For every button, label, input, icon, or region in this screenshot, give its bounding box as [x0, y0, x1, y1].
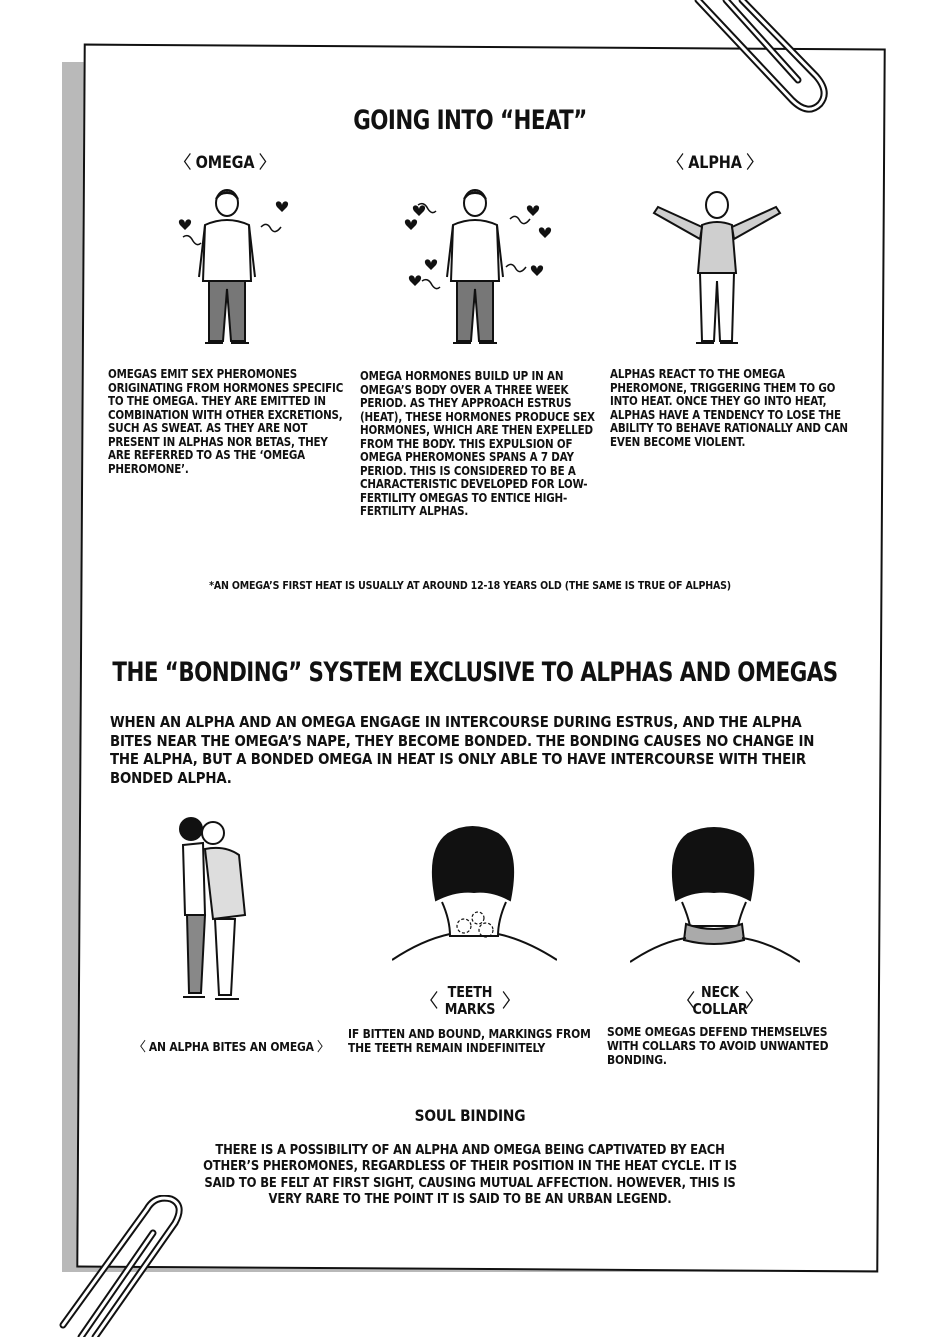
- omega-label: 〈 OMEGA 〉: [176, 153, 274, 173]
- paperclip-bottom-left-icon: [55, 1195, 205, 1337]
- alpha-label: 〈 ALPHA 〉: [669, 153, 761, 173]
- neck-collar-illustration: [630, 822, 800, 964]
- teeth-label-line-1: TEETH: [447, 983, 493, 1001]
- neck-collar-label: [678, 984, 763, 1018]
- bracket-right: 〉: [745, 991, 761, 1012]
- alpha-bites-caption: 〈 AN ALPHA BITES AN OMEGA 〉: [134, 1039, 328, 1054]
- bracket-right: 〉: [502, 991, 518, 1012]
- teeth-marks-description: IF BITTEN AND BOUND, MARKINGS FROM THE TEETH REMAIN INDEFINITELY: [348, 1026, 591, 1056]
- alpha-bites-omega-illustration: [175, 815, 265, 1010]
- alpha-description: ALPHAS REACT TO THE OMEGA PHEROMONE, TRIGGERING THEM TO GO INTO HEAT. ONCE THEY GO INTO HEAT, ALPHAS HAVE A TENDENCY TO LOSE THE ABILITY TO BEHAVE RATIONALLY AND CAN EVEN BECOME VIOLENT.: [610, 367, 848, 449]
- hormone-description: OMEGA HORMONES BUILD UP IN AN OMEGA’S BODY OVER A THREE WEEK PERIOD. AS THEY APPROACH ESTRUS (HEAT), THESE HORMONES PRODUCE SEX HORMONES, WHICH ARE THEN EXPELLED FROM THE BODY. THIS EXPULSION OF OMEGA PHEROMONES SPANS A 7 DAY PERIOD. THIS IS CONSIDERED TO BE A CHARACTERISTIC DEVELOPED FOR LOW-FERTILITY OMEGAS TO ENTICE HIGH-FERTILITY ALPHAS.: [360, 369, 595, 519]
- omega-figure-illustration: [165, 185, 295, 355]
- collar-label-line-2: COLLAR: [692, 999, 748, 1018]
- first-heat-note: *AN OMEGA’S FIRST HEAT IS USUALLY AT AROUND 12-18 YEARS OLD (THE SAME IS TRUE OF ALPHAS): [209, 579, 731, 592]
- omega-description: OMEGAS EMIT SEX PHEROMONES ORIGINATING FROM HORMONES SPECIFIC TO THE OMEGA. THEY ARE EMITTED IN COMBINATION WITH OTHER EXCRETIONS, SUCH AS SWEAT. AS THEY ARE NOT PRESENT IN ALPHAS NOR BETAS, THEY ARE REFERRED TO AS THE ‘OMEGA PHEROMONE’.: [108, 367, 344, 476]
- bracket-left: 〈: [422, 991, 438, 1012]
- bonding-lead-text: WHEN AN ALPHA AND AN OMEGA ENGAGE IN INTERCOURSE DURING ESTRUS, AND THE ALPHA BITES NEAR THE OMEGA’S NAPE, THEY BECOME BONDED. THE BONDING CAUSES NO CHANGE IN THE ALPHA, BUT A BONDED OMEGA IN HEAT IS ONLY ABLE TO HAVE INTERCOURSE WITH THEIR BONDED ALPHA.: [110, 713, 815, 787]
- paperclip-top-right-icon: [680, 0, 830, 130]
- neck-collar-description: SOME OMEGAS DEFEND THEMSELVES WITH COLLARS TO AVOID UNWANTED BONDING.: [607, 1024, 829, 1068]
- teeth-label-line-2: MARKS: [444, 999, 496, 1018]
- alpha-figure-illustration: [650, 185, 785, 355]
- bracket-left: 〈: [679, 991, 695, 1012]
- soul-binding-title: SOUL BINDING: [414, 1106, 526, 1125]
- omega-pheromone-illustration: [400, 185, 560, 355]
- collar-label-line-1: NECK: [701, 983, 739, 1001]
- teeth-marks-label: [422, 983, 518, 1018]
- soul-binding-text: THERE IS A POSSIBILITY OF AN ALPHA AND OMEGA BEING CAPTIVATED BY EACH OTHER’S PHEROMONES, REGARDLESS OF THEIR POSITION IN THE HEAT CYCLE. IT IS SAID TO BE FELT AT FIRST SIGHT, CAUSING MUTUAL AFFECTION. HOWEVER, THIS IS VERY RARE TO THE POINT IT IS SAID TO BE AN URBAN LEGEND.: [203, 1142, 737, 1208]
- heat-title: GOING INTO “HEAT”: [353, 105, 587, 136]
- bonding-title: THE “BONDING” SYSTEM EXCLUSIVE TO ALPHAS AND OMEGAS: [112, 657, 838, 688]
- teeth-marks-nape-illustration: [392, 820, 557, 965]
